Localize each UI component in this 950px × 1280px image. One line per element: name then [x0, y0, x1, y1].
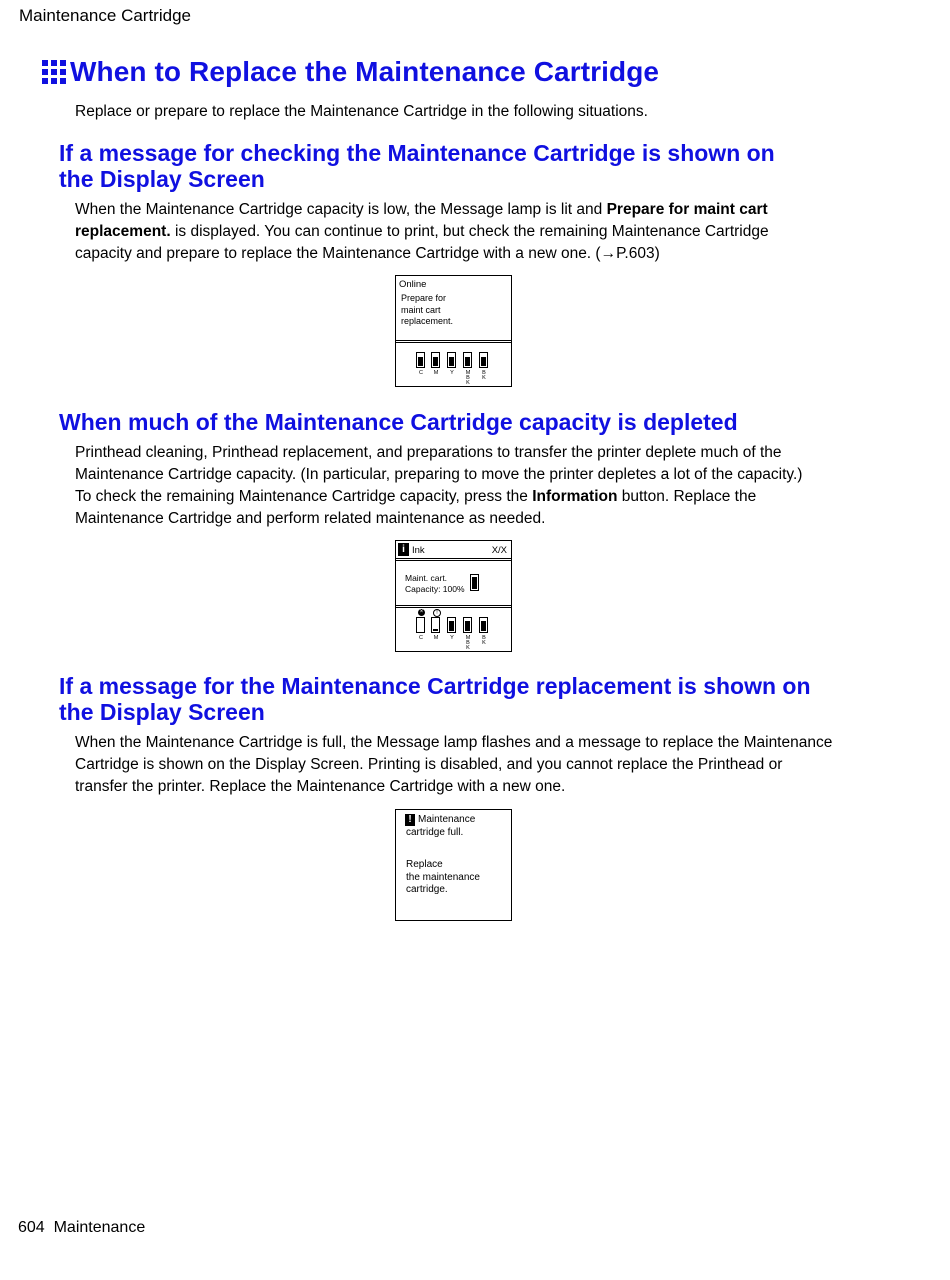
- screen1-ink-levels: [396, 346, 511, 388]
- screen2-ink-tank-y: [447, 617, 456, 633]
- section-title: [42, 56, 659, 88]
- maint-cart-level-icon: [470, 574, 479, 591]
- screen2-ink-label-bk: B K: [482, 635, 486, 646]
- section-grid-icon: [42, 60, 66, 84]
- screen2-ink-tank-m: [431, 617, 440, 633]
- screen1-ink-label-m: M: [433, 370, 439, 376]
- sub3-paragraph: When the Maintenance Cartridge is full, the Message lamp flashes and a message to replace the Maintenance Cartridge is shown on the Display Screen. Printing is disabled, and you cannot replace the Printhead or transfer the printer. Replace the Maintenance Cartridge with a new one.: [75, 734, 833, 795]
- empty-warning-icon: ×: [419, 609, 424, 615]
- screen2-ink-label-m: M: [433, 635, 439, 641]
- intro-text: Replace or prepare to replace the Maintenance Cartridge in the following situations.: [75, 103, 648, 120]
- sub3-heading: If a message for the Maintenance Cartridge replacement is shown on the Display Screen: [59, 673, 811, 725]
- display-screen-replace: [395, 809, 512, 921]
- page-number: 604: [18, 1219, 45, 1236]
- sub1-paragraph: When the Maintenance Cartridge capacity is low, the Message lamp is lit and Prepare for maint cart replacement. is displayed. You can continue to print, but check the remaining Maintenance Cartridge capacity and prepare to replace the Maintenance Cartridge with a new one. (→P.603): [75, 201, 769, 262]
- screen2-ink-label-y: Y: [450, 635, 454, 641]
- information-icon: i: [398, 543, 409, 556]
- screen2-page: X/X: [491, 545, 507, 556]
- sub2-paragraph: Printhead cleaning, Printhead replacement, and preparations to transfer the printer deplete much of the Maintenance Cartridge capacity. (In particular, preparing to move the printer depletes a lot of the capacity.) To check the remaining Maintenance Cartridge capacity, press the Information button. Replace the Maintenance Cartridge and perform related maintenance as needed.: [75, 444, 803, 527]
- screen1-ink-tank-c: [416, 352, 425, 368]
- screen1-ink-label-c: C: [419, 370, 423, 376]
- screen2-ink-tank-c: [416, 617, 425, 633]
- screen1-ink-label-mbk: M B K: [465, 370, 471, 386]
- screen2-ink-tank-bk: [479, 617, 488, 633]
- low-warning-icon: !: [433, 609, 441, 617]
- screen2-maint-info: Maint. cart. Capacity: 100%: [405, 573, 465, 594]
- sub1-heading: If a message for checking the Maintenance Cartridge is shown on the Display Screen: [59, 140, 775, 192]
- screen1-ink-label-bk: B K: [482, 370, 486, 381]
- screen2-title: Ink: [412, 545, 425, 556]
- screen3-action: Replace the maintenance cartridge.: [406, 859, 480, 895]
- screen3-warn2: cartridge full.: [406, 827, 464, 838]
- screen1-status: Online: [399, 279, 427, 290]
- section-title-text: When to Replace the Maintenance Cartridge: [70, 56, 660, 87]
- page-footer: [18, 1219, 145, 1237]
- running-header: Maintenance Cartridge: [19, 6, 191, 25]
- screen1-ink-tank-mbk: [463, 352, 472, 368]
- screen1-message: Prepare for maint cart replacement.: [401, 293, 454, 326]
- screen1-ink-tank-m: [431, 352, 440, 368]
- screen2-ink-label-c: C: [419, 635, 423, 641]
- footer-chapter: Maintenance: [53, 1219, 146, 1236]
- screen1-ink-tank-y: [447, 352, 456, 368]
- screen2-ink-tank-mbk: [463, 617, 472, 633]
- warning-exclamation-icon: !: [405, 814, 415, 826]
- display-screen-ink-info: [395, 540, 512, 652]
- sub2-heading: When much of the Maintenance Cartridge capacity is depleted: [59, 409, 738, 435]
- screen3-warn1: Maintenance: [418, 814, 476, 825]
- screen2-ink-levels: [396, 611, 511, 653]
- display-screen-prepare: [395, 275, 512, 387]
- screen1-ink-label-y: Y: [450, 370, 454, 376]
- screen1-ink-tank-bk: [479, 352, 488, 368]
- screen2-ink-label-mbk: M B K: [465, 635, 471, 651]
